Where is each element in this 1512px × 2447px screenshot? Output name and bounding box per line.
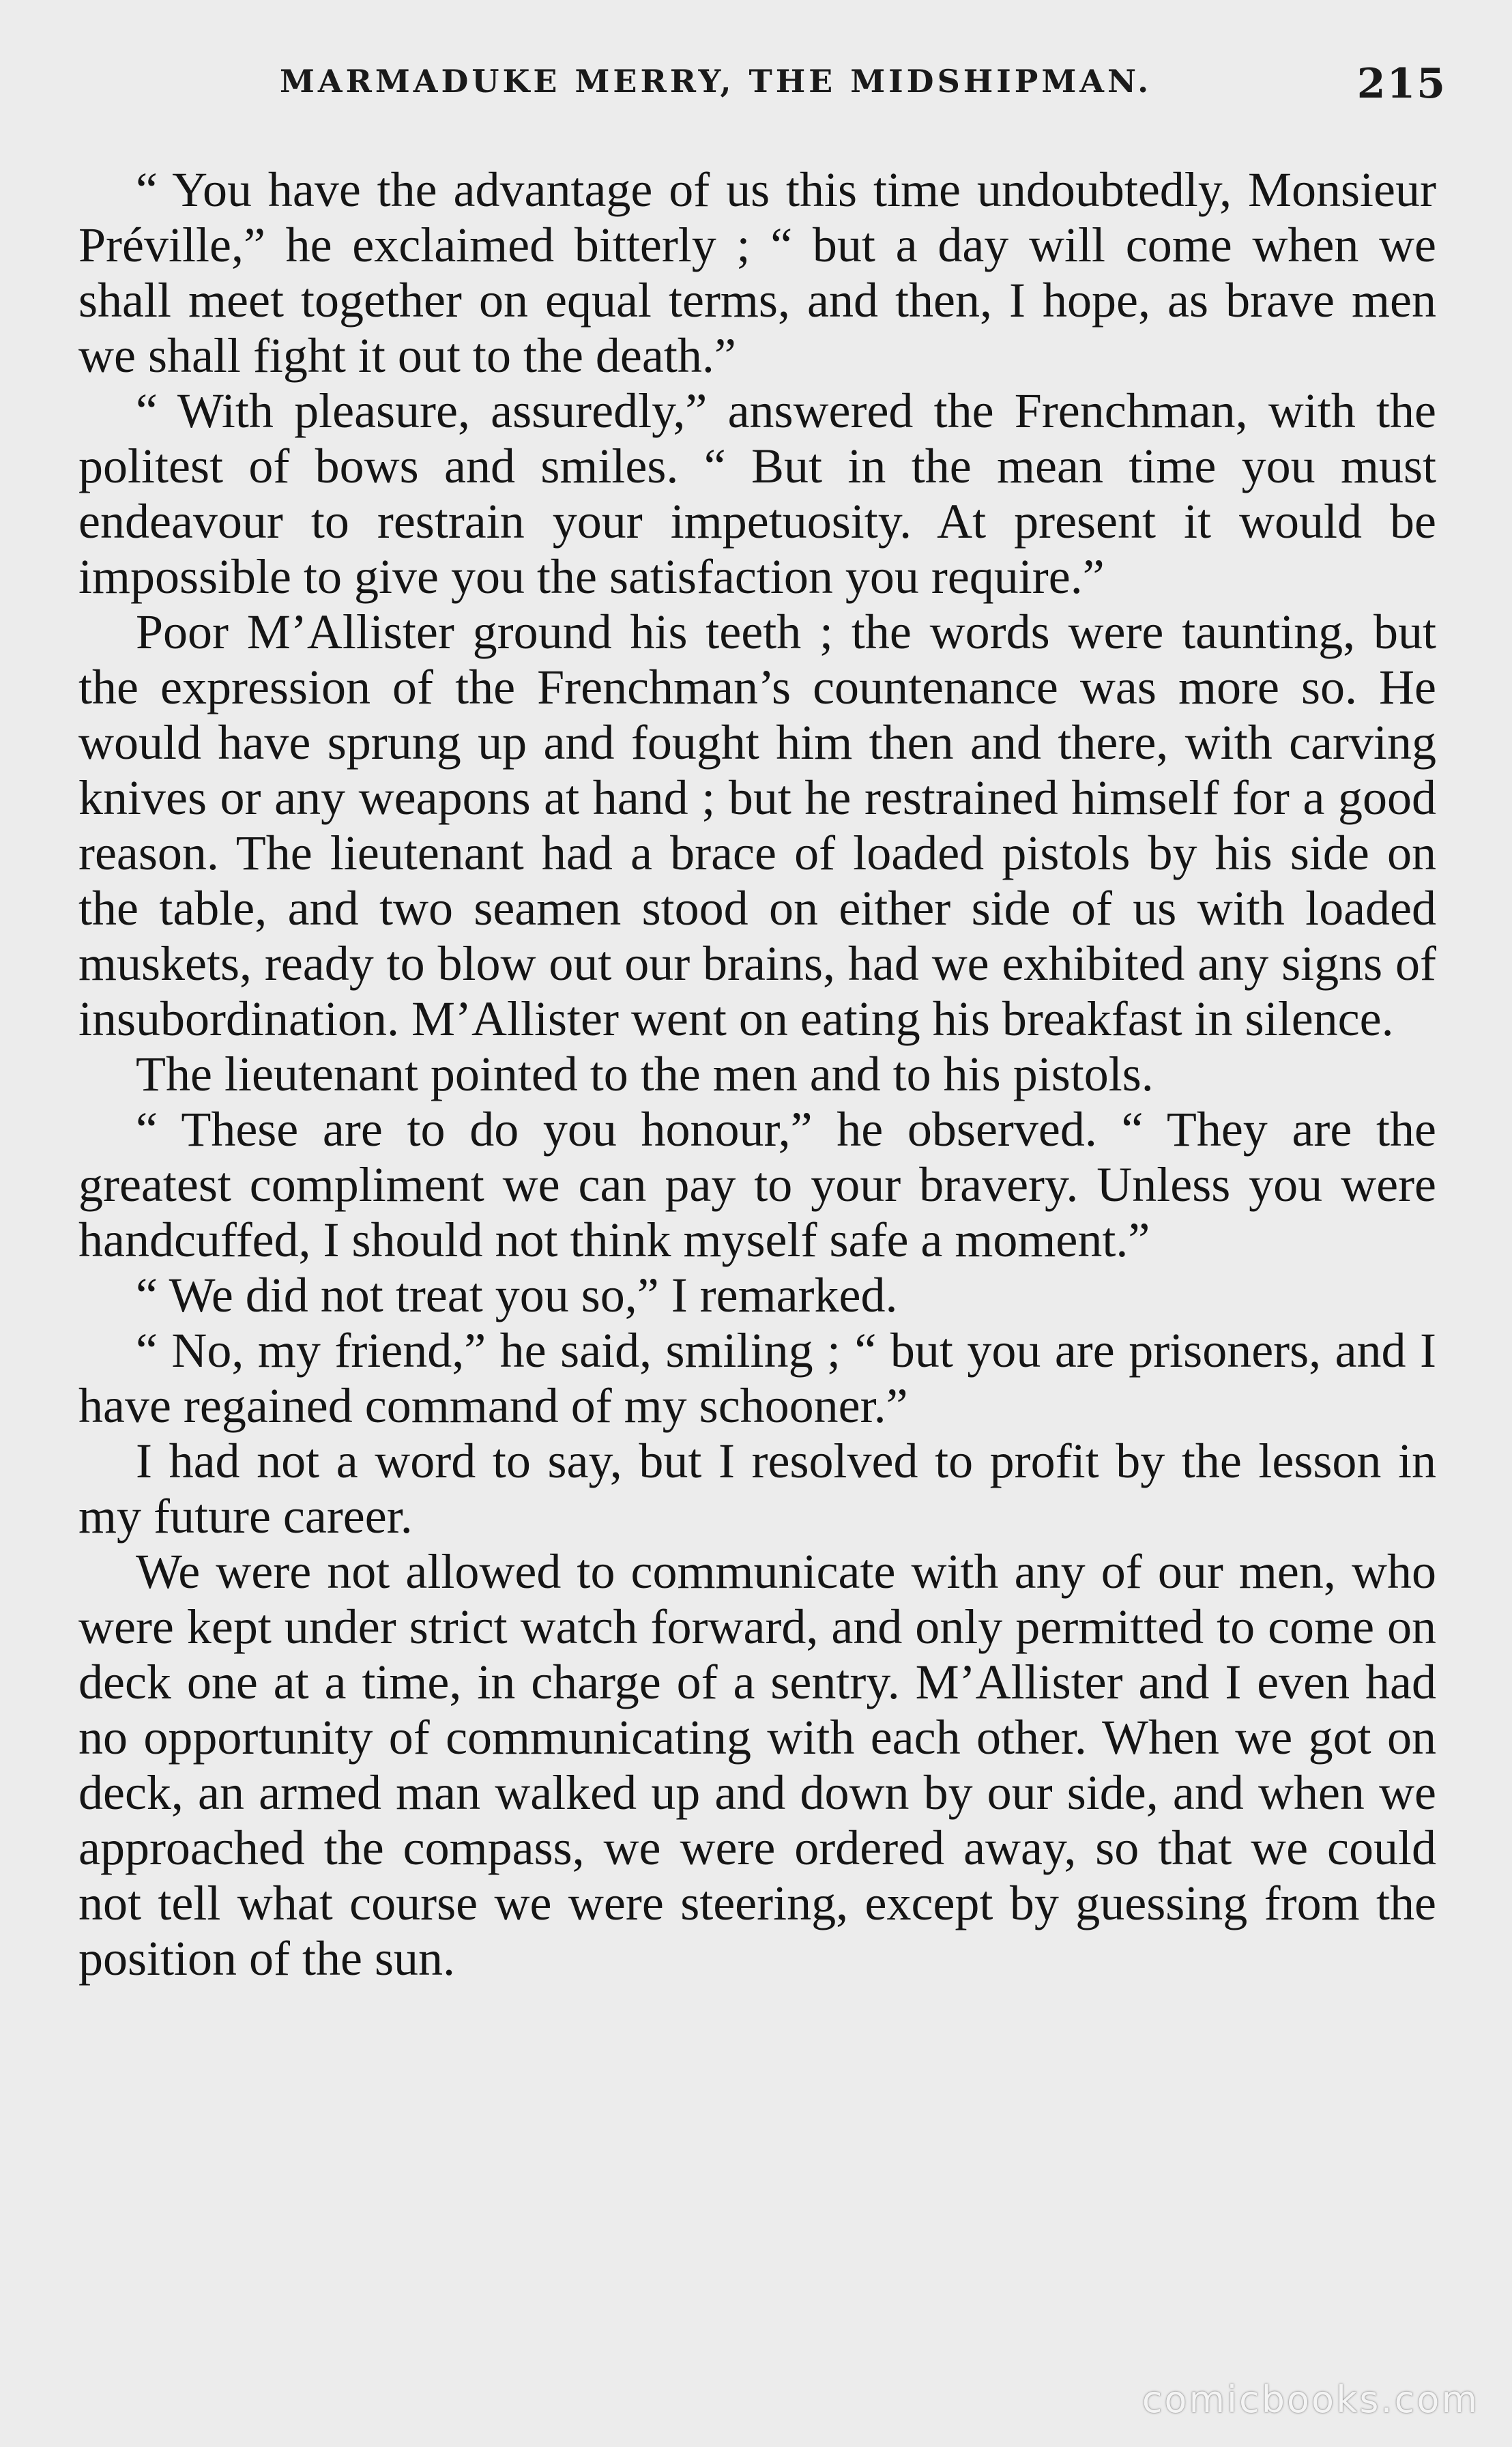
paragraph: I had not a word to say, but I resolved to profit by the lesson in my future career.: [78, 1434, 1436, 1544]
paragraph: “ These are to do you honour,” he observed. “ They are the greatest compliment we can pay to your bravery. Unless you were handcuffed, I should not think myself safe a moment.”: [78, 1102, 1436, 1267]
running-title: MARMADUKE MERRY, THE MIDSHIPMAN.: [280, 63, 1152, 100]
paragraph: We were not allowed to communicate with any of our men, who were kept under strict watch forward, and only permitted to come on deck one at a time, in charge of a sentry. M’Allister and I even had no opportunity of communicating with each other. When we got on deck, an armed man walked up and down by our side, and when we approached the compass, we were ordered away, so that we could not tell what course we were steering, except by guessing from the position of the sun.: [78, 1544, 1436, 1986]
paragraph: “ With pleasure, assuredly,” answered the Frenchman, with the politest of bows and smiles. “ But in the mean time you must endeavour to restrain your impetuosity. At present it would be impossible to give you the satisfaction you require.”: [78, 383, 1436, 604]
watermark: comicbooks.com: [1142, 2378, 1479, 2421]
paragraph: Poor M’Allister ground his teeth ; the words were taunting, but the expression of the Frenchman’s countenance was more so. He would have sprung up and fought him then and there, with carving knives or any weapons at hand ; but he restrained himself for a good reason. The lieutenant had a brace of loaded pistols by his side on the table, and two seamen stood on either side of us with loaded muskets, ready to blow out our brains, had we exhibited any signs of insubordination. M’Allister went on eating his breakfast in silence.: [78, 605, 1436, 1046]
page-number: 215: [1356, 60, 1446, 108]
running-header: [280, 60, 1446, 111]
body-text: [78, 162, 1436, 1986]
paragraph: “ No, my friend,” he said, smiling ; “ but you are prisoners, and I have regained command of my schooner.”: [78, 1323, 1436, 1433]
paragraph: The lieutenant pointed to the men and to his pistols.: [136, 1047, 1154, 1101]
paragraph: “ We did not treat you so,” I remarked.: [136, 1268, 898, 1322]
paragraph: “ You have the advantage of us this time undoubtedly, Monsieur Préville,” he exclaimed bitterly ; “ but a day will come when we shall meet together on equal terms, and then, I hope, as brave men we shall fight it out to the death.”: [78, 162, 1436, 383]
